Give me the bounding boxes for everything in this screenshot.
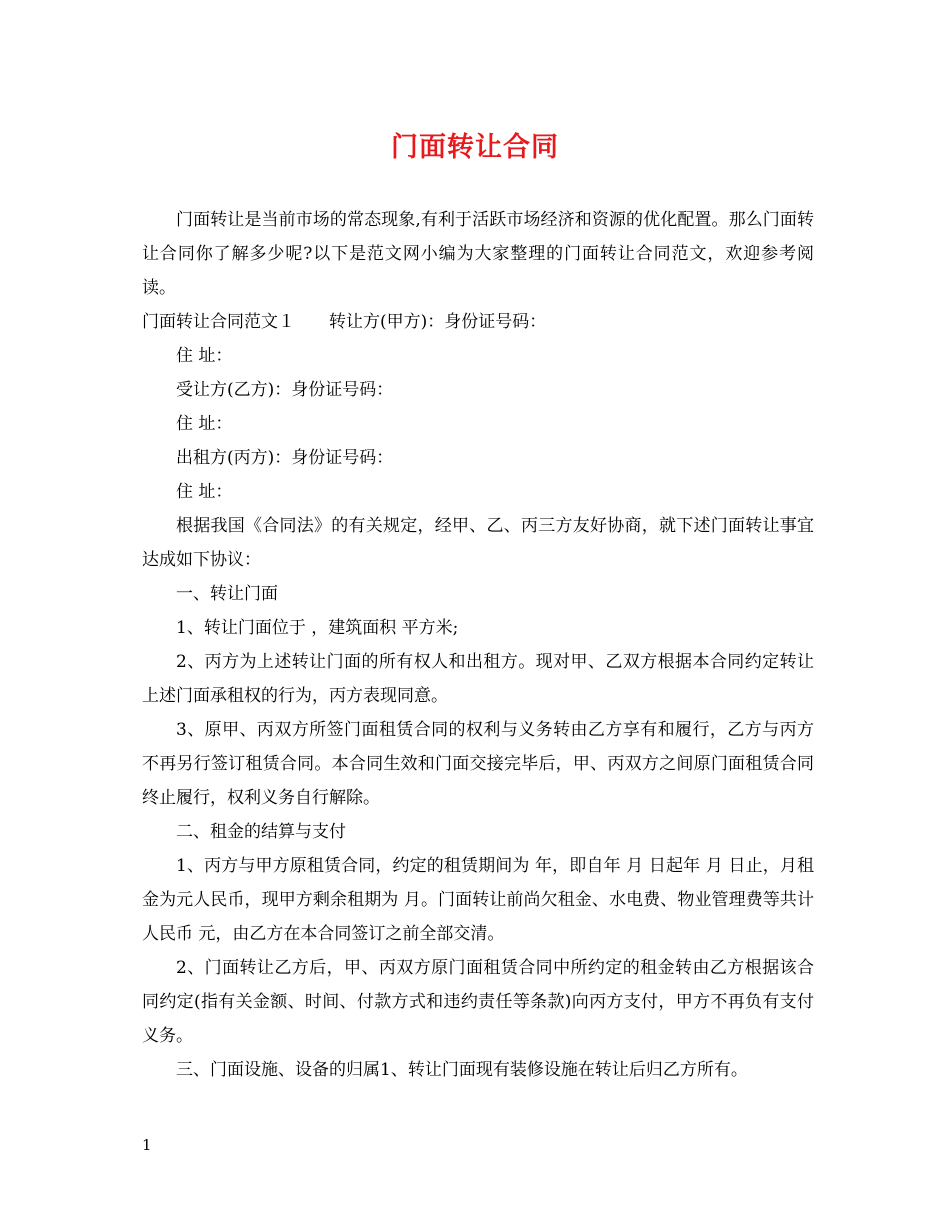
agreement-preamble: 根据我国《合同法》的有关规定，经甲、乙、丙三方友好协商，就下述门面转让事宜达成如下协议： <box>142 516 814 570</box>
transferee-address: 住 址： <box>176 414 233 434</box>
clause-1-3: 3、原甲、丙双方所签门面租赁合同的权利与义务转由乙方享有和履行，乙方与丙方不再另行签订租赁合同。本合同生效和门面交接完毕后，甲、丙双方之间原门面租赁合同终止履行，权利义务自行解除。 <box>142 720 814 808</box>
section-heading-3: 三、门面设施、设备的归属1、转让门面现有装修设施在转让后归乙方所有。 <box>176 1060 748 1080</box>
clause-1-1: 1、转让门面位于 ，建筑面积 平方米; <box>176 618 459 638</box>
transferee-line: 受让方(乙方)：身份证号码： <box>176 380 394 400</box>
section-heading-1: 一、转让门面 <box>176 584 278 604</box>
lessor-address: 住 址： <box>176 482 233 502</box>
document-title: 门面转让合同 <box>391 132 559 163</box>
page-number: 1 <box>142 1136 152 1154</box>
transferor-line: 门面转让合同范文１ 转让方(甲方)：身份证号码： <box>142 312 547 332</box>
clause-2-2: 2、门面转让乙方后，甲、丙双方原门面租赁合同中所约定的租金转由乙方根据该合同约定(指有关金额、时间、付款方式和违约责任等条款)向丙方支付，甲方不再负有支付义务。 <box>142 958 814 1046</box>
clause-2-1: 1、丙方与甲方原租赁合同，约定的租赁期间为 年，即自年 月 日起年 月 日止，月租金为元人民币，现甲方剩余租期为 月。门面转让前尚欠租金、水电费、物业管理费等共计人民币 元，由乙方在本合同签订之前全部交清。 <box>142 856 814 944</box>
clause-1-2: 2、丙方为上述转让门面的所有权人和出租方。现对甲、乙双方根据本合同约定转让上述门面承租权的行为，丙方表现同意。 <box>142 652 814 706</box>
intro-paragraph: 门面转让是当前市场的常态现象,有利于活跃市场经济和资源的优化配置。那么门面转让合同你了解多少呢?以下是范文网小编为大家整理的门面转让合同范文，欢迎参考阅读。 <box>142 210 814 298</box>
lessor-line: 出租方(丙方)：身份证号码： <box>176 448 394 468</box>
document-body <box>142 203 814 1087</box>
section-heading-2: 二、租金的结算与支付 <box>176 822 346 842</box>
transferor-address: 住 址： <box>176 346 233 366</box>
